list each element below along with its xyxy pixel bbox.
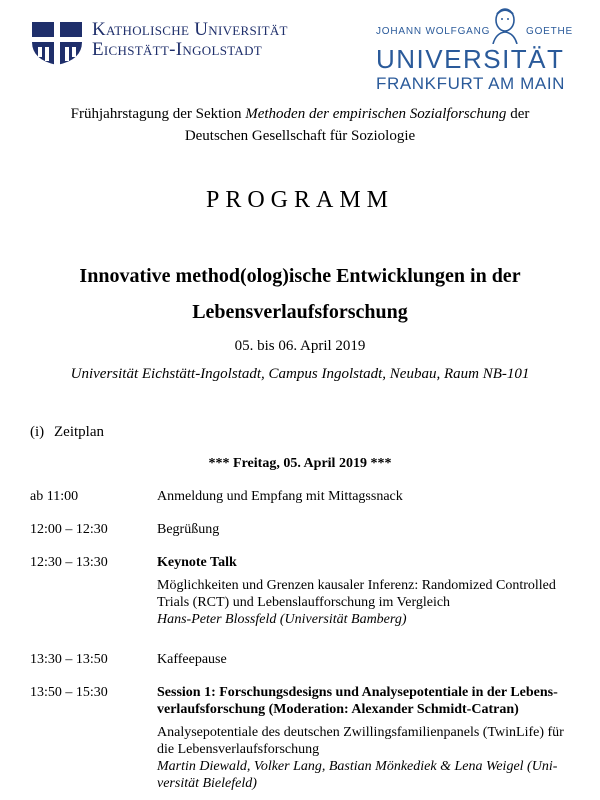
conference-title (0, 258, 600, 330)
schedule-time: 13:30 – 13:50 (30, 652, 108, 667)
goethe-small-right: GOETHE (526, 26, 574, 37)
programm-heading: PROGRAMM (205, 187, 395, 213)
goethe-university: UNIVERSITÄT (376, 44, 565, 74)
talk-speaker-line2: versität Bielefeld) (157, 776, 257, 791)
conference-venue: Universität Eichstätt-Ingolstadt, Campus Ingolstadt, Neubau, Raum NB-101 (70, 366, 530, 382)
goethe-small-left: JOHANN WOLFGANG (376, 26, 491, 37)
talk-title-line2: Trials (RCT) und Lebenslaufforschung im Vergleich (157, 595, 451, 610)
talk-speaker: Hans-Peter Blossfeld (Universität Bamberg) (157, 612, 407, 627)
header-logos (0, 0, 600, 96)
intro-part3: der (506, 106, 530, 122)
title-line1: Innovative method(olog)ische Entwicklungen in der (79, 265, 521, 287)
talk-title-line2: die Lebensverlaufsforschung (157, 742, 320, 757)
intro-section-name: Methoden der empirischen Sozialforschung (245, 106, 507, 122)
schedule-time: 12:00 – 12:30 (30, 522, 108, 537)
ku-shield-icon (30, 20, 84, 66)
intro-part1: Frühjahrstagung der Sektion (70, 106, 246, 122)
schedule-text: Kaffeepause (157, 652, 227, 667)
session-heading-line1: Session 1: Forschungsdesigns und Analysepotentiale in der Lebens- (157, 685, 558, 700)
talk-speaker-line1: Martin Diewald, Volker Lang, Bastian Mönkediek & Lena Weigel (Uni- (157, 759, 558, 774)
ku-logo (30, 20, 288, 66)
section-number: (i) (30, 424, 45, 440)
day-heading: *** Freitag, 05. April 2019 *** (208, 456, 392, 471)
conference-intro (0, 103, 600, 147)
section-heading (30, 424, 104, 441)
schedule-time: ab 11:00 (30, 489, 79, 504)
goethe-city: FRANKFURT AM MAIN (376, 74, 566, 93)
schedule-time: 12:30 – 13:30 (30, 555, 108, 570)
ku-name-line2: Eichstätt-Ingolstadt (92, 39, 263, 60)
schedule-time: 13:50 – 15:30 (30, 685, 108, 700)
session-heading: Keynote Talk (157, 555, 237, 570)
ku-name-line1: Katholische Universität (92, 19, 288, 40)
conference-date: 05. bis 06. April 2019 (234, 338, 366, 354)
talk-title-line1: Möglichkeiten und Grenzen kausaler Inferenz: Randomized Controlled (157, 578, 556, 593)
session-heading-line2: verlaufsforschung (Moderation: Alexander Schmidt-Catran) (157, 702, 519, 717)
schedule-text: Begrüßung (157, 522, 220, 537)
title-line2: Lebensverlaufsforschung (192, 301, 408, 323)
goethe-portrait-icon (488, 6, 522, 44)
section-label: Zeitplan (54, 424, 104, 440)
talk-title-line1: Analysepotentiale des deutschen Zwillingsfamilienpanels (TwinLife) für (157, 725, 564, 740)
intro-line2: Deutschen Gesellschaft für Soziologie (184, 128, 416, 144)
schedule-text: Anmeldung und Empfang mit Mittagssnack (157, 489, 403, 504)
